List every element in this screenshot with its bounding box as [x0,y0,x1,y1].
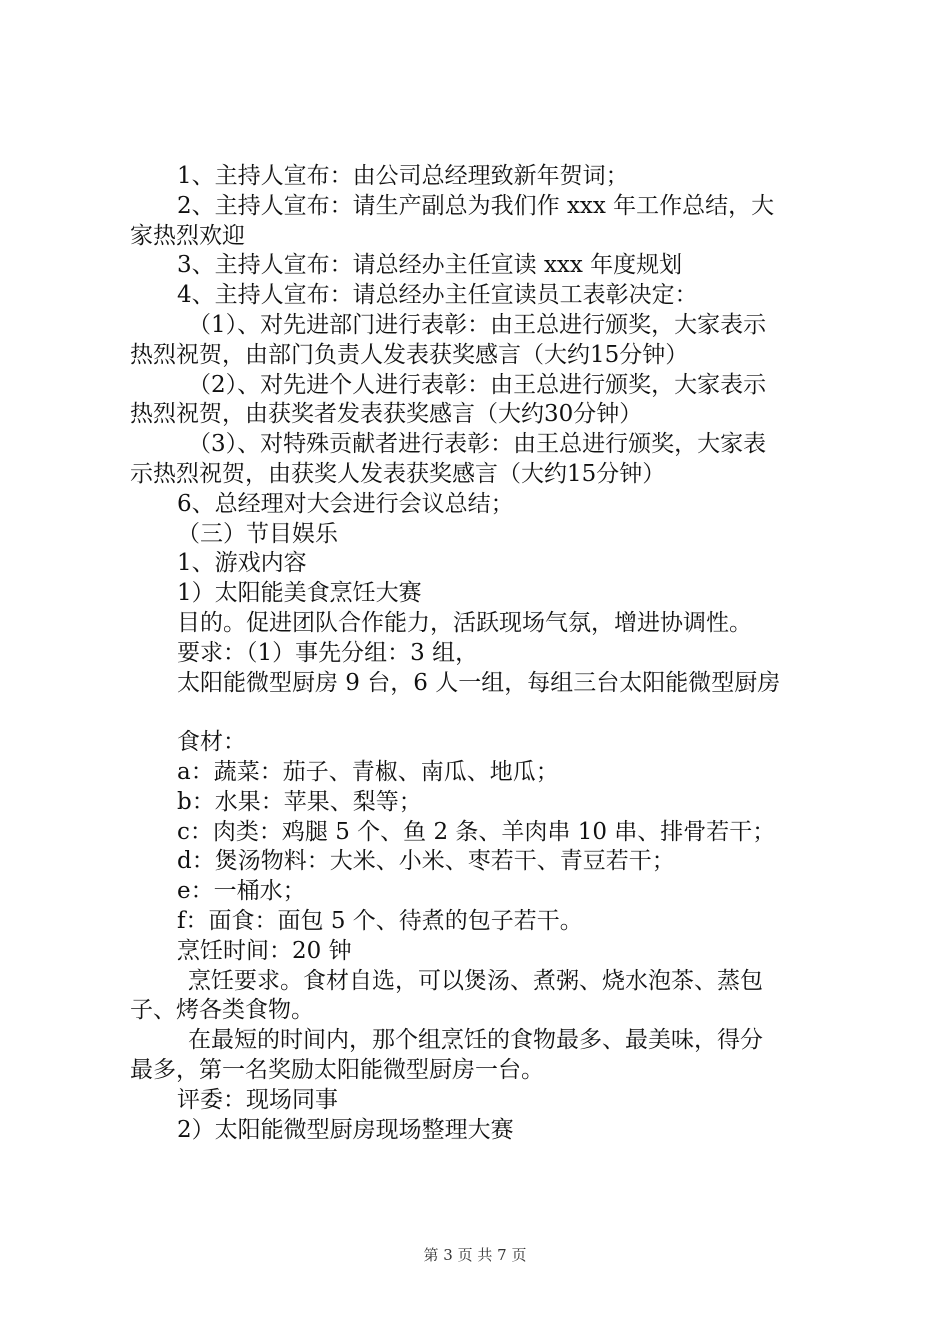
text-line: 1、游戏内容 [177,550,307,577]
text-line: b：水果：苹果、梨等； [177,788,422,815]
text-line: d：煲汤物料：大米、小米、枣若干、青豆若干； [177,848,675,875]
text-line: 太阳能微型厨房 9 台，6 人一组，每组三台太阳能微型厨房 [177,669,781,696]
blank-line [130,698,832,728]
text-line: （2）、对先进个人进行表彰：由王总进行颁奖，大家表示 [188,371,767,398]
text-line: 子、烤各类食物。 [130,997,314,1024]
text-line: （3）、对特殊贡献者进行表彰：由王总进行颁奖，大家表 [188,431,767,458]
text-line: 要求：（1）事先分组：3 组， [177,639,479,666]
text-line: 2）太阳能微型厨房现场整理大赛 [177,1116,514,1143]
text-line: c：肉类：鸡腿 5 个、鱼 2 条、羊肉串 10 串、排骨若干； [177,818,776,845]
document-body [130,162,832,1145]
text-line: 1、主持人宣布：由公司总经理致新年贺词； [177,163,629,189]
text-line: 目的。促进团队合作能力，活跃现场气氛，增进协调性。 [177,609,752,636]
section-heading: （三）节目娱乐 [177,520,338,547]
text-line: 2、主持人宣布：请生产副总为我们作 xxx 年工作总结，大 [177,192,775,219]
text-line: 评委：现场同事 [177,1086,338,1113]
text-line: 最多，第一名奖励太阳能微型厨房一台。 [130,1056,544,1083]
text-line: 食材： [177,729,246,756]
text-line: f：面食：面包 5 个、待煮的包子若干。 [177,907,583,934]
text-line: 热烈祝贺，由获奖者发表获奖感言（大约30分钟） [130,401,643,428]
page-number-footer: 第 3 页 共 7 页 [423,1246,527,1264]
text-line: 1）太阳能美食烹饪大赛 [177,580,422,607]
text-line: 热烈祝贺，由部门负责人发表获奖感言（大约15分钟） [130,341,689,368]
text-line: 示热烈祝贺，由获奖人发表获奖感言（大约15分钟） [130,460,666,487]
text-line: 烹饪要求。食材自选，可以煲汤、煮粥、烧水泡茶、蒸包 [188,967,763,994]
text-line: e：一桶水； [177,878,306,905]
text-line: 6、总经理对大会进行会议总结； [177,490,514,517]
text-line: 烹饪时间：20 钟 [177,937,352,964]
text-line: （1）、对先进部门进行表彰：由王总进行颁奖，大家表示 [188,311,767,338]
text-line: 4、主持人宣布：请总经办主任宣读员工表彰决定： [177,282,698,309]
text-line: a：蔬菜：茄子、青椒、南瓜、地瓜； [177,758,559,785]
text-line: 在最短的时间内，那个组烹饪的食物最多、最美味，得分 [188,1027,763,1054]
text-line: 家热烈欢迎 [130,222,245,249]
text-line: 3、主持人宣布：请总经办主任宣读 xxx 年度规划 [177,252,683,279]
